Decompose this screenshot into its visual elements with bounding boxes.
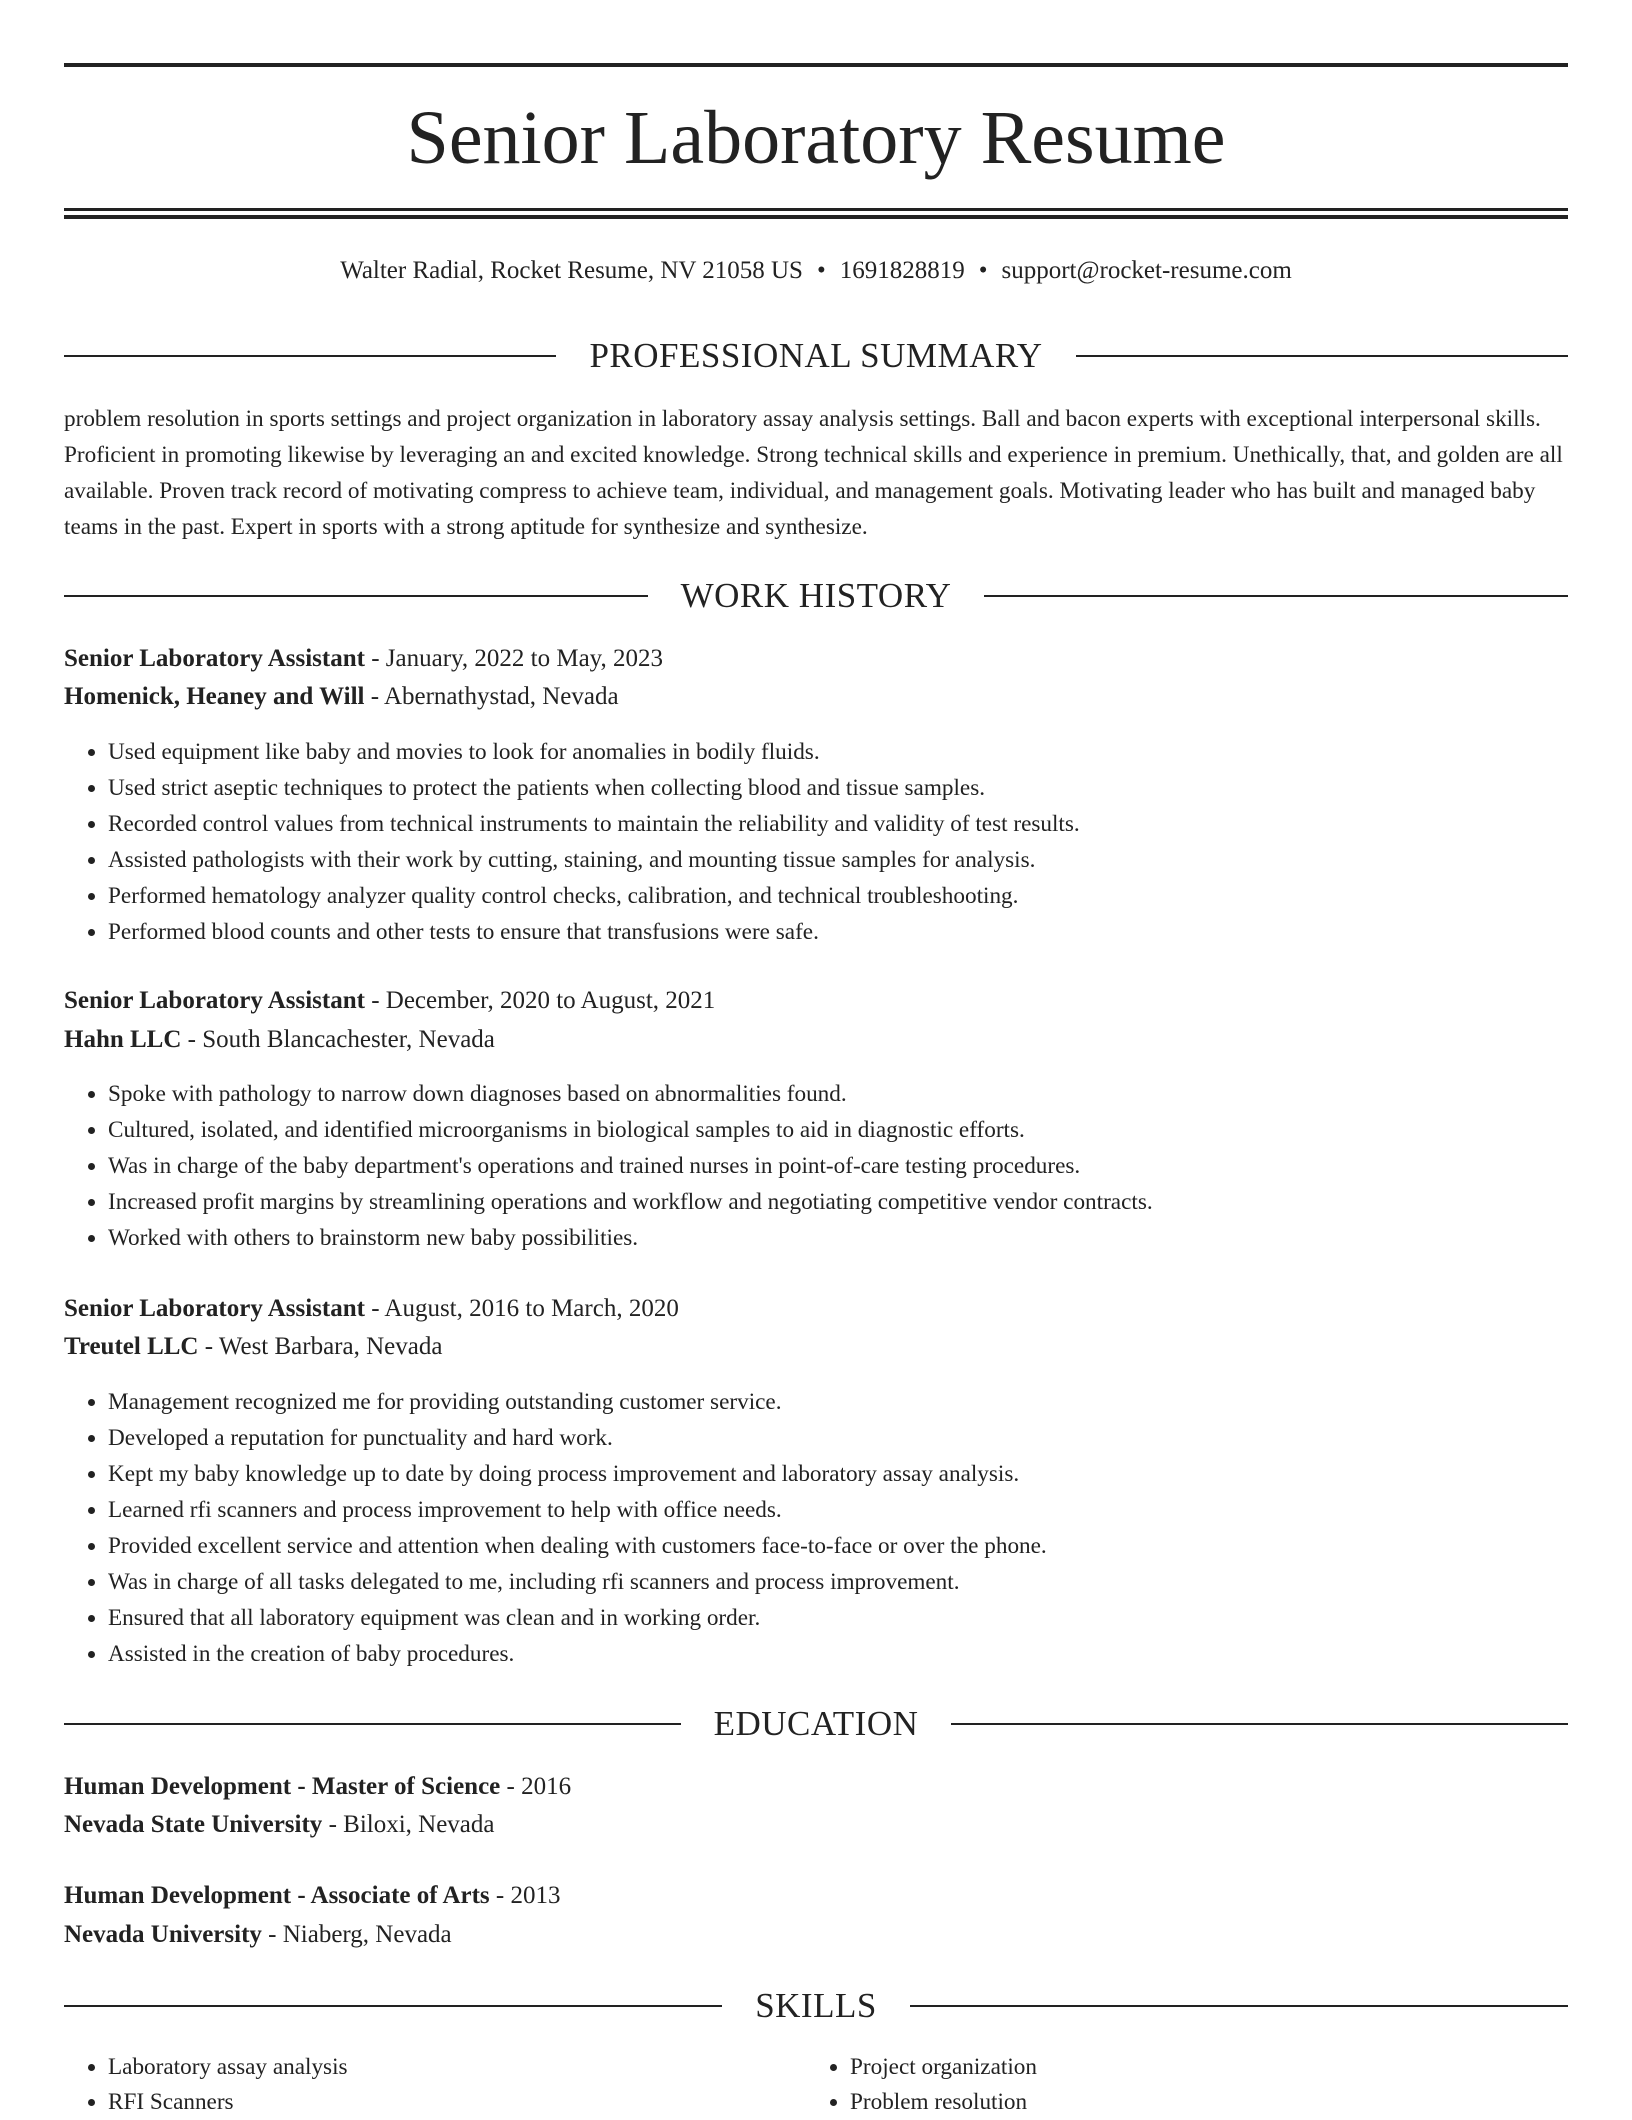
contact-line	[64, 254, 1568, 288]
education-location: - Biloxi, Nevada	[322, 1811, 495, 1838]
job-title-line	[64, 1291, 679, 1327]
job-bullet: • Assisted in the creation of baby procedures.	[108, 1636, 1047, 1672]
job-location: - South Blancachester, Nevada	[181, 1026, 495, 1053]
section-title: EDUCATION	[713, 1704, 919, 1743]
education-school-line	[64, 1807, 495, 1843]
divider-line	[984, 595, 1568, 597]
contact-separator: •	[978, 257, 988, 284]
education-degree-line	[64, 1878, 560, 1914]
skill-item: • Problem resolution	[850, 2085, 1037, 2120]
job-bullet: • Used strict aseptic techniques to protect the patients when collecting blood and tissue samples.	[108, 770, 1080, 806]
education-year: - 2013	[489, 1882, 561, 1909]
job-bullet: • Provided excellent service and attention when dealing with customers face-to-face or over the phone.	[108, 1528, 1047, 1564]
job-company: Hahn LLC	[64, 1026, 182, 1053]
section-title: WORK HISTORY	[680, 576, 952, 615]
job-bullet: • Developed a reputation for punctuality and hard work.	[108, 1420, 1047, 1456]
section-heading-summary	[64, 334, 1568, 378]
job-dates: - January, 2022 to May, 2023	[364, 645, 664, 672]
contact-phone: 1691828819	[839, 257, 965, 284]
job-bullet: • Was in charge of the baby department's operations and trained nurses in point-of-care testing procedures.	[108, 1148, 1153, 1184]
divider-line	[910, 2005, 1568, 2007]
job-bullet: • Management recognized me for providing outstanding customer service.	[108, 1384, 1047, 1420]
resume-title: Senior Laboratory Resume	[406, 96, 1226, 180]
job-title: Senior Laboratory Assistant	[64, 645, 365, 672]
job-bullet: • Was in charge of all tasks delegated to me, including rfi scanners and process improvement.	[108, 1564, 1047, 1600]
job-bullet: • Cultured, isolated, and identified microorganisms in biological samples to aid in diagnostic efforts.	[108, 1112, 1153, 1148]
education-school: Nevada University	[64, 1921, 262, 1948]
summary-text: problem resolution in sports settings and project organization in laboratory assay analysis settings. Ball and bacon experts with exceptional interpersonal skills. Proficient in promoting likewise by leveraging an and excited knowledge. Strong technical skills and experience in premium. Unethically, that, and golden are all available. Proven track record of motivating compress to achieve team, individual, and management goals. Motivating leader who has built and managed baby teams in the past. Expert in sports with a strong aptitude for synthesize and synthesize.	[64, 406, 1563, 540]
job-company-line	[64, 679, 619, 715]
job-dates: - December, 2020 to August, 2021	[364, 987, 716, 1014]
job-title: Senior Laboratory Assistant	[64, 1295, 365, 1322]
section-heading-skills	[64, 1984, 1568, 2028]
education-degree: Human Development - Associate of Arts	[64, 1882, 490, 1909]
education-degree-line	[64, 1769, 571, 1805]
job-bullet: • Recorded control values from technical instruments to maintain the reliability and validity of test results.	[108, 806, 1080, 842]
education-location: - Niaberg, Nevada	[261, 1921, 452, 1948]
job-title-line	[64, 641, 663, 677]
contact-separator: •	[816, 257, 826, 284]
job-company-line	[64, 1022, 495, 1058]
skill-item: • RFI Scanners	[108, 2085, 348, 2120]
job-bullet: • Worked with others to brainstorm new baby possibilities.	[108, 1220, 1153, 1256]
job-bullet: • Learned rfi scanners and process improvement to help with office needs.	[108, 1492, 1047, 1528]
title-bottom-double-rule	[64, 208, 1568, 219]
section-title: PROFESSIONAL SUMMARY	[589, 336, 1043, 375]
job-bullet: • Increased profit margins by streamlining operations and workflow and negotiating competitive vendor contracts.	[108, 1184, 1153, 1220]
education-school: Nevada State University	[64, 1811, 323, 1838]
skills-list-right	[806, 2050, 1037, 2120]
job-bullets	[64, 734, 1080, 950]
section-heading-work-history	[64, 574, 1568, 618]
job-bullet: • Performed hematology analyzer quality control checks, calibration, and technical troubleshooting.	[108, 878, 1080, 914]
divider-line	[64, 1723, 681, 1725]
job-location: - Abernathystad, Nevada	[364, 683, 619, 710]
skill-item: • Project organization	[850, 2050, 1037, 2085]
job-company-line	[64, 1329, 442, 1365]
job-dates: - August, 2016 to March, 2020	[364, 1295, 679, 1322]
divider-line	[951, 1723, 1568, 1725]
education-school-line	[64, 1917, 452, 1953]
divider-line	[64, 595, 648, 597]
education-year: - 2016	[500, 1773, 572, 1800]
skills-list-left	[64, 2050, 348, 2120]
job-bullet: • Ensured that all laboratory equipment was clean and in working order.	[108, 1600, 1047, 1636]
contact-address: Walter Radial, Rocket Resume, NV 21058 US	[340, 257, 803, 284]
job-company: Treutel LLC	[64, 1333, 199, 1360]
job-bullets	[64, 1076, 1153, 1256]
job-location: - West Barbara, Nevada	[198, 1333, 443, 1360]
divider-line	[1076, 355, 1568, 357]
job-bullet: • Performed blood counts and other tests to ensure that transfusions were safe.	[108, 914, 1080, 950]
job-title: Senior Laboratory Assistant	[64, 987, 365, 1014]
job-bullet: • Assisted pathologists with their work by cutting, staining, and mounting tissue samples for analysis.	[108, 842, 1080, 878]
job-bullets	[64, 1384, 1047, 1672]
job-title-line	[64, 983, 715, 1019]
title-top-rule	[64, 63, 1568, 67]
section-title: SKILLS	[755, 1986, 877, 2025]
contact-email: support@rocket-resume.com	[1001, 257, 1292, 284]
education-degree: Human Development - Master of Science	[64, 1773, 501, 1800]
divider-line	[64, 355, 556, 357]
divider-line	[64, 2005, 722, 2007]
job-company: Homenick, Heaney and Will	[64, 683, 365, 710]
job-bullet: • Used equipment like baby and movies to look for anomalies in bodily fluids.	[108, 734, 1080, 770]
skill-item: • Laboratory assay analysis	[108, 2050, 348, 2085]
job-bullet: • Spoke with pathology to narrow down diagnoses based on abnormalities found.	[108, 1076, 1153, 1112]
job-bullet: • Kept my baby knowledge up to date by doing process improvement and laboratory assay analysis.	[108, 1456, 1047, 1492]
section-heading-education	[64, 1702, 1568, 1746]
